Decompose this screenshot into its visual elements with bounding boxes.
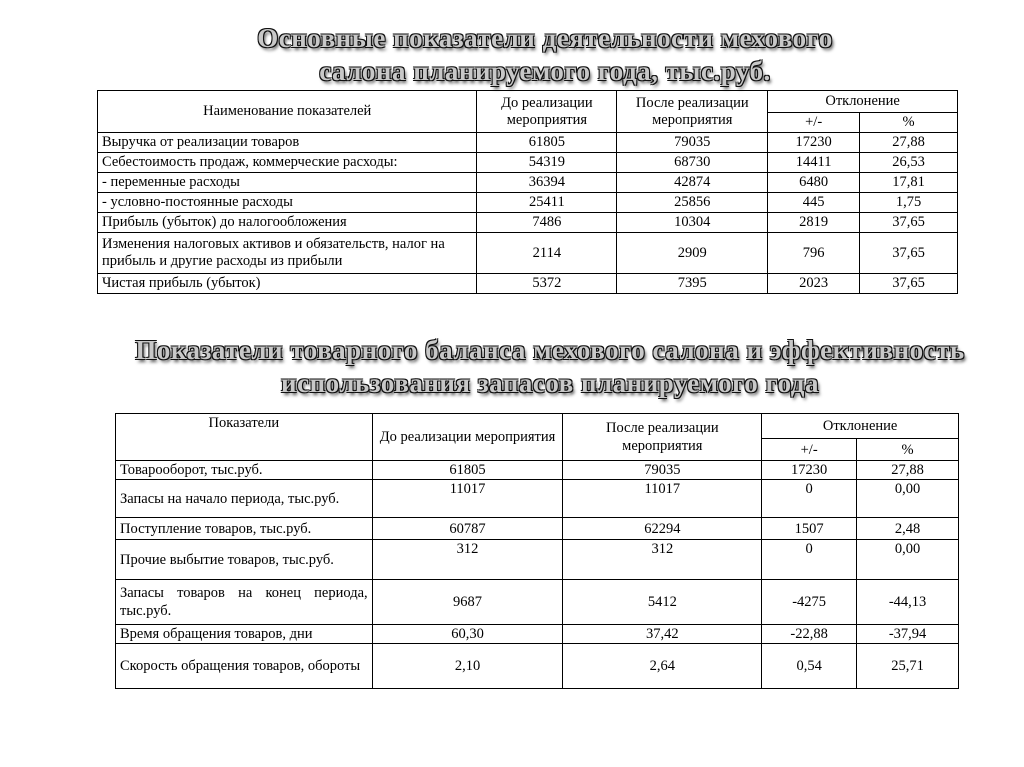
deviation-abs: 17230 [762, 461, 857, 480]
deviation-pct: 17,81 [860, 173, 958, 193]
row-name: Прибыль (убыток) до налогообложения [98, 213, 477, 233]
value-before: 61805 [477, 133, 617, 153]
deviation-pct: 37,65 [860, 274, 958, 294]
table-row [116, 518, 959, 540]
row-name: Чистая прибыль (убыток) [98, 274, 477, 294]
row-name: Запасы товаров на конец периода, тыс.руб. [116, 580, 373, 625]
title-commodity-balance [100, 334, 1000, 400]
title-line: Показатели товарного баланса мехового салона и эффективность [135, 335, 965, 365]
value-before: 2,10 [372, 644, 563, 689]
table-row [116, 480, 959, 518]
deviation-abs: 1507 [762, 518, 857, 540]
value-before: 61805 [372, 461, 563, 480]
deviation-abs: 0,54 [762, 644, 857, 689]
header-deviation: Отклонение [762, 414, 959, 439]
value-before: 312 [372, 540, 563, 580]
row-name: Товарооборот, тыс.руб. [116, 461, 373, 480]
row-name: - переменные расходы [98, 173, 477, 193]
table-row [98, 193, 958, 213]
deviation-pct: 25,71 [857, 644, 959, 689]
row-name: Время обращения товаров, дни [116, 625, 373, 644]
deviation-pct: 2,48 [857, 518, 959, 540]
value-after: 11017 [563, 480, 762, 518]
table-row [98, 133, 958, 153]
header-after: После реализации мероприятия [563, 414, 762, 461]
value-before: 25411 [477, 193, 617, 213]
deviation-abs: 2819 [768, 213, 860, 233]
title-line: Основные показатели деятельности мехового [257, 23, 833, 53]
header-before: До реализации мероприятия [372, 414, 563, 461]
value-after: 312 [563, 540, 762, 580]
value-after: 2909 [617, 233, 768, 274]
header-abs: +/- [762, 439, 857, 461]
value-after: 10304 [617, 213, 768, 233]
header-name: Показатели [116, 414, 373, 461]
value-after: 5412 [563, 580, 762, 625]
header-name: Наименование показателей [98, 91, 477, 133]
table-row [98, 233, 958, 274]
value-before: 36394 [477, 173, 617, 193]
table-row [116, 540, 959, 580]
value-before: 60,30 [372, 625, 563, 644]
row-name: Прочие выбытие товаров, тыс.руб. [116, 540, 373, 580]
deviation-abs: 2023 [768, 274, 860, 294]
header-deviation: Отклонение [768, 91, 958, 113]
value-before: 9687 [372, 580, 563, 625]
deviation-pct: 37,65 [860, 233, 958, 274]
value-before: 60787 [372, 518, 563, 540]
deviation-pct: 26,53 [860, 153, 958, 173]
commodity-balance-table [115, 413, 959, 689]
header-pct: % [857, 439, 959, 461]
table-row [98, 153, 958, 173]
row-name: Изменения налоговых активов и обязательств, налог на прибыль и другие расходы из прибыли [98, 233, 477, 274]
value-after: 42874 [617, 173, 768, 193]
deviation-abs: 0 [762, 480, 857, 518]
value-after: 62294 [563, 518, 762, 540]
row-name: Себестоимость продаж, коммерческие расходы: [98, 153, 477, 173]
value-before: 2114 [477, 233, 617, 274]
deviation-pct: 0,00 [857, 480, 959, 518]
value-after: 7395 [617, 274, 768, 294]
row-name: Запасы на начало периода, тыс.руб. [116, 480, 373, 518]
value-after: 37,42 [563, 625, 762, 644]
deviation-abs: 0 [762, 540, 857, 580]
value-after: 79035 [617, 133, 768, 153]
title-line: использования запасов планируемого года [281, 368, 819, 398]
deviation-abs: 796 [768, 233, 860, 274]
value-after: 2,64 [563, 644, 762, 689]
deviation-abs: 6480 [768, 173, 860, 193]
header-pct: % [860, 113, 958, 133]
deviation-pct: 0,00 [857, 540, 959, 580]
deviation-abs: 445 [768, 193, 860, 213]
value-after: 68730 [617, 153, 768, 173]
table-row [116, 644, 959, 689]
row-name: Скорость обращения товаров, обороты [116, 644, 373, 689]
deviation-pct: 27,88 [860, 133, 958, 153]
table-row [116, 580, 959, 625]
table-row [116, 461, 959, 480]
deviation-abs: 14411 [768, 153, 860, 173]
deviation-abs: -4275 [762, 580, 857, 625]
table-row [116, 625, 959, 644]
value-before: 11017 [372, 480, 563, 518]
deviation-pct: -37,94 [857, 625, 959, 644]
value-after: 25856 [617, 193, 768, 213]
deviation-pct: 27,88 [857, 461, 959, 480]
value-before: 7486 [477, 213, 617, 233]
row-name: Поступление товаров, тыс.руб. [116, 518, 373, 540]
row-name: - условно-постоянные расходы [98, 193, 477, 213]
deviation-pct: -44,13 [857, 580, 959, 625]
table-row [98, 213, 958, 233]
header-after: После реализации мероприятия [617, 91, 768, 133]
row-name: Выручка от реализации товаров [98, 133, 477, 153]
table-row [98, 274, 958, 294]
title-line: салона планируемого года, тыс.руб. [319, 56, 771, 86]
title-performance-indicators [150, 22, 940, 88]
value-after: 79035 [563, 461, 762, 480]
table-row [98, 173, 958, 193]
header-abs: +/- [768, 113, 860, 133]
deviation-abs: 17230 [768, 133, 860, 153]
value-before: 5372 [477, 274, 617, 294]
deviation-abs: -22,88 [762, 625, 857, 644]
performance-table [97, 90, 958, 294]
value-before: 54319 [477, 153, 617, 173]
deviation-pct: 37,65 [860, 213, 958, 233]
header-before: До реализации мероприятия [477, 91, 617, 133]
deviation-pct: 1,75 [860, 193, 958, 213]
